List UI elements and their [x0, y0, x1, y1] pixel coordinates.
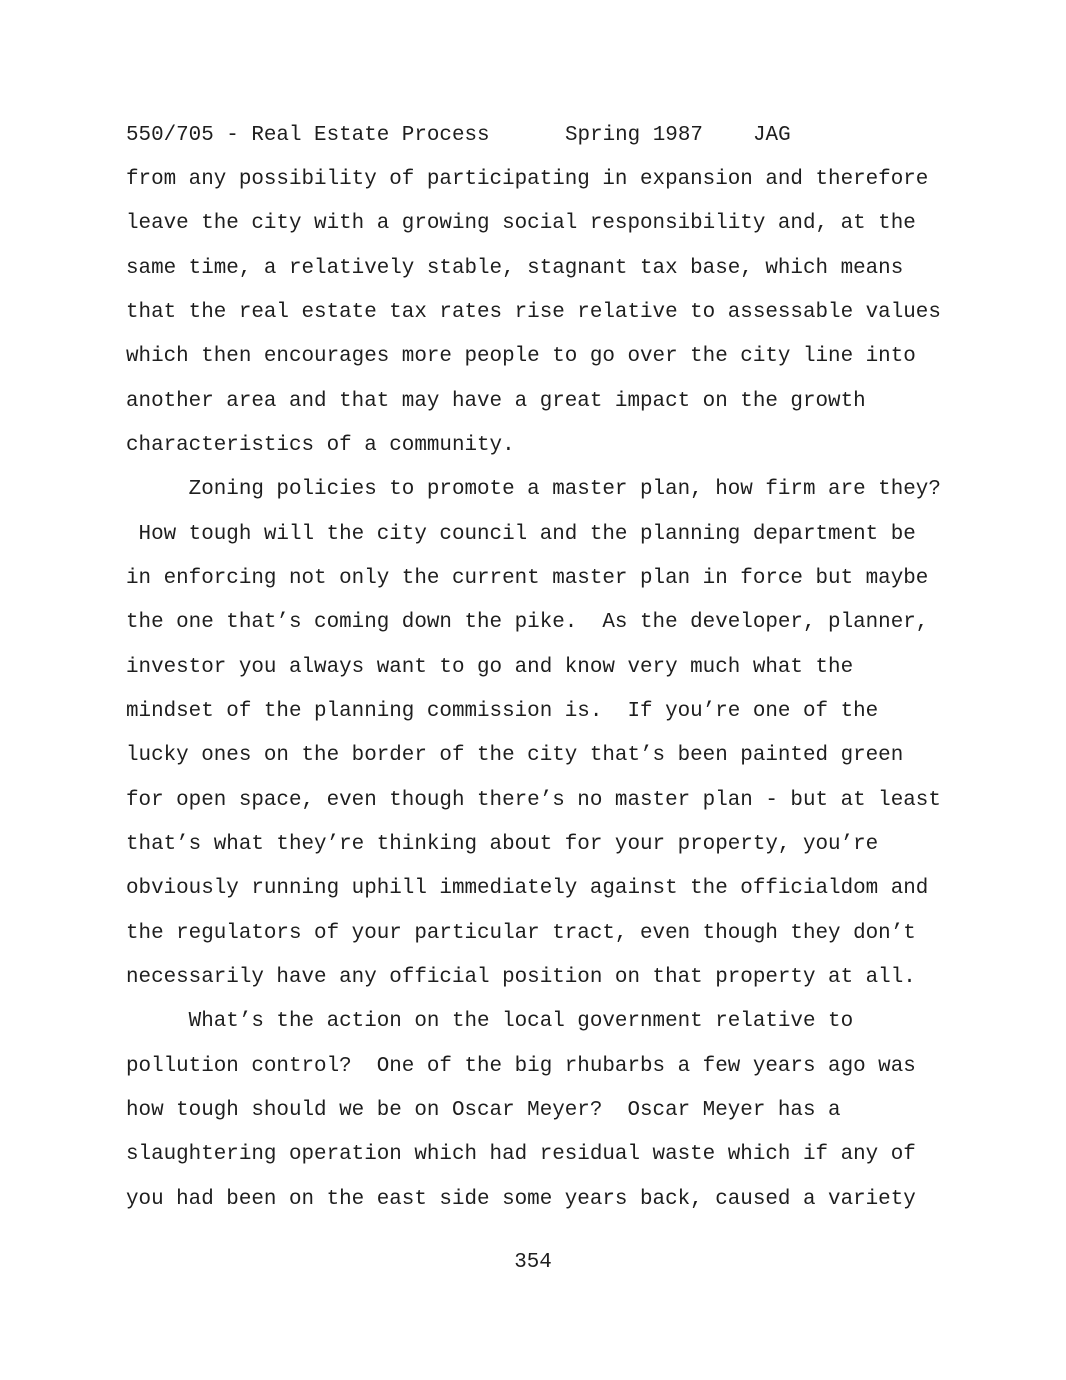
running-header	[126, 124, 926, 148]
body-line: lucky ones on the border of the city that’s been painted green	[126, 744, 904, 767]
body-line: characteristics of a community.	[126, 434, 515, 457]
body-line: another area and that may have a great impact on the growth	[126, 390, 866, 413]
body-line: the regulators of your particular tract, even though they don’t	[126, 922, 916, 945]
body-line: same time, a relatively stable, stagnant tax base, which means	[126, 257, 904, 280]
body-line: obviously running uphill immediately against the officialdom and	[126, 877, 929, 900]
body-line: necessarily have any official position on that property at all.	[126, 966, 916, 989]
course-title: 550/705 - Real Estate Process	[126, 124, 490, 147]
body-line: for open space, even though there’s no master plan - but at least	[126, 789, 941, 812]
body-line: slaughtering operation which had residual waste which if any of	[126, 1143, 916, 1166]
term: Spring 1987	[565, 124, 703, 147]
body-line: mindset of the planning commission is. If you’re one of the	[126, 700, 879, 723]
body-line: that’s what they’re thinking about for your property, you’re	[126, 833, 879, 856]
body-line: leave the city with a growing social responsibility and, at the	[126, 212, 916, 235]
body-line: you had been on the east side some years back, caused a variety	[126, 1188, 916, 1211]
body-line: Zoning policies to promote a master plan, how firm are they?	[126, 478, 941, 501]
body-line: how tough should we be on Oscar Meyer? Oscar Meyer has a	[126, 1099, 841, 1122]
body-line: that the real estate tax rates rise relative to assessable values	[126, 301, 941, 324]
initials: JAG	[753, 124, 791, 147]
body-line: investor you always want to go and know very much what the	[126, 656, 854, 679]
body-line: pollution control? One of the big rhubarbs a few years ago was	[126, 1055, 916, 1078]
body-line: the one that’s coming down the pike. As the developer, planner,	[126, 611, 929, 634]
body-line: in enforcing not only the current master plan in force but maybe	[126, 567, 929, 590]
body-line: What’s the action on the local government relative to	[126, 1010, 854, 1033]
page-number: 354	[514, 1251, 552, 1274]
body-line: which then encourages more people to go over the city line into	[126, 345, 916, 368]
body-line: from any possibility of participating in expansion and therefore	[126, 168, 929, 191]
body-line: How tough will the city council and the planning department be	[126, 523, 916, 546]
